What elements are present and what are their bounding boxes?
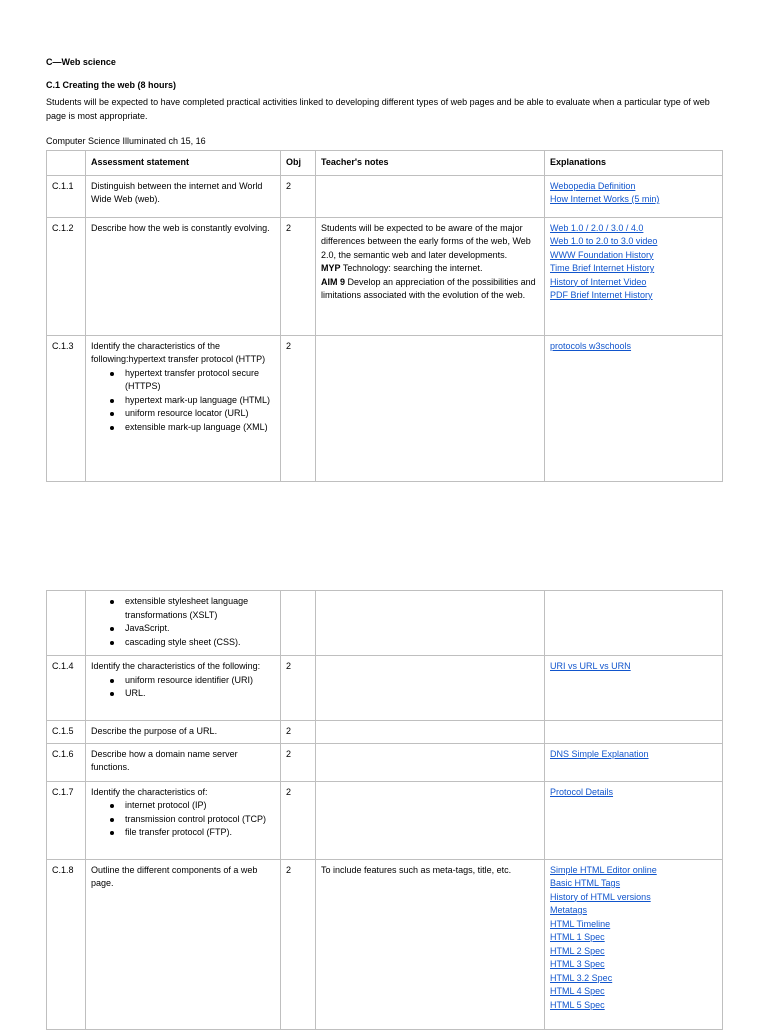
table-row	[47, 859, 723, 1029]
row-obj: 2	[281, 335, 316, 481]
row-obj: 2	[281, 175, 316, 217]
row-obj	[281, 591, 316, 656]
list-item: cascading style sheet (CSS).	[125, 636, 275, 650]
row-statement	[86, 781, 281, 859]
header-assessment-statement: Assessment statement	[86, 151, 281, 176]
notes-myp-lead: MYP	[321, 263, 341, 273]
link-basic-html-tags[interactable]: Basic HTML Tags	[550, 878, 621, 888]
statement-text: Identify the characteristics of:	[91, 786, 208, 797]
link-uri-vs-url-vs-urn[interactable]: URI vs URL vs URN	[550, 661, 631, 671]
table-header-row	[47, 151, 723, 176]
row-notes	[316, 175, 545, 217]
row-statement: Describe how the web is constantly evolving.	[86, 217, 281, 335]
row-obj: 2	[281, 781, 316, 859]
row-code: C.1.3	[47, 335, 86, 481]
link-history-internet-video[interactable]: History of Internet Video	[550, 276, 647, 287]
row-obj: 2	[281, 743, 316, 781]
link-pdf-brief-internet-history[interactable]: PDF Brief Internet History	[550, 290, 653, 300]
link-www-foundation-history[interactable]: WWW Foundation History	[550, 249, 654, 260]
table-row	[47, 721, 723, 744]
table-row	[47, 335, 723, 481]
list-item: transmission control protocol (TCP)	[125, 813, 275, 827]
row-explanations	[545, 721, 723, 744]
table-row	[47, 743, 723, 781]
row-explanations	[545, 859, 723, 1029]
table-row	[47, 175, 723, 217]
row-statement: Describe the purpose of a URL.	[86, 721, 281, 744]
row-statement	[86, 591, 281, 656]
link-protocol-details[interactable]: Protocol Details	[550, 786, 614, 797]
table-row	[47, 217, 723, 335]
book-reference: Computer Science Illuminated ch 15, 16	[46, 136, 206, 146]
row-explanations	[545, 656, 723, 721]
table-row	[47, 781, 723, 859]
row-obj: 2	[281, 721, 316, 744]
row-statement: Distinguish between the internet and World Wide Web (web).	[86, 175, 281, 217]
link-html-5-spec[interactable]: HTML 5 Spec	[550, 999, 605, 1010]
row-notes	[316, 217, 545, 335]
notes-aim	[321, 276, 539, 303]
assessment-table-part-1	[46, 150, 723, 482]
row-statement: Describe how a domain name server functions.	[86, 743, 281, 781]
subsection-title: C.1 Creating the web (8 hours)	[46, 80, 177, 90]
notes-paragraph: Students will be expected to be aware of the major differences between the early forms of the web, Web 2.0, the semantic web and later developments.	[321, 222, 531, 260]
row-code: C.1.7	[47, 781, 86, 859]
statement-text: Identify the characteristics of the following:hypertext transfer protocol (HTTP)	[91, 340, 266, 364]
link-html-2-spec[interactable]: HTML 2 Spec	[550, 945, 605, 956]
link-web-versions[interactable]: Web 1.0 / 2.0 / 3.0 / 4.0	[550, 222, 644, 233]
row-explanations	[545, 743, 723, 781]
link-html-1-spec[interactable]: HTML 1 Spec	[550, 932, 605, 942]
section-title: C—Web science	[46, 57, 116, 67]
header-code	[47, 151, 86, 176]
link-webopedia-definition[interactable]: Webopedia Definition	[550, 180, 636, 191]
statement-bullets	[91, 674, 275, 701]
list-item: hypertext transfer protocol secure (HTTPS)	[125, 367, 275, 394]
row-explanations	[545, 175, 723, 217]
row-explanations	[545, 591, 723, 656]
list-item: URL.	[125, 687, 275, 701]
link-html-3-spec[interactable]: HTML 3 Spec	[550, 959, 605, 969]
link-html-timeline[interactable]: HTML Timeline	[550, 918, 611, 929]
table-row	[47, 591, 723, 656]
link-html-4-spec[interactable]: HTML 4 Spec	[550, 986, 605, 996]
row-explanations	[545, 781, 723, 859]
row-notes	[316, 656, 545, 721]
link-simple-html-editor[interactable]: Simple HTML Editor online	[550, 864, 657, 875]
link-html-3-2-spec[interactable]: HTML 3.2 Spec	[550, 972, 613, 983]
row-statement	[86, 335, 281, 481]
list-item: internet protocol (IP)	[125, 799, 275, 813]
row-code: C.1.2	[47, 217, 86, 335]
link-time-brief-internet-history[interactable]: Time Brief Internet History	[550, 263, 655, 273]
intro-paragraph: Students will be expected to have completed practical activities linked to developing different types of web pages and be able to evaluate when a particular type of web page is most appropriate.	[46, 97, 710, 121]
row-notes	[316, 721, 545, 744]
table-row	[47, 656, 723, 721]
row-notes	[316, 335, 545, 481]
notes-aim-lead: AIM 9	[321, 276, 346, 287]
row-code: C.1.5	[47, 721, 86, 744]
list-item: hypertext mark-up language (HTML)	[125, 394, 275, 408]
statement-text: Identify the characteristics of the following:	[91, 661, 261, 671]
row-code: C.1.4	[47, 656, 86, 721]
row-statement	[86, 656, 281, 721]
row-notes	[316, 591, 545, 656]
list-item: JavaScript.	[125, 622, 275, 636]
link-dns-simple-explanation[interactable]: DNS Simple Explanation	[550, 748, 649, 759]
link-history-html-versions[interactable]: History of HTML versions	[550, 891, 651, 902]
row-obj: 2	[281, 217, 316, 335]
statement-bullets	[91, 799, 275, 840]
row-obj: 2	[281, 859, 316, 1029]
list-item: file transfer protocol (FTP).	[125, 826, 275, 840]
notes-myp	[321, 262, 539, 276]
row-code: C.1.8	[47, 859, 86, 1029]
list-item: extensible mark-up language (XML)	[125, 421, 275, 435]
row-notes	[316, 781, 545, 859]
notes-myp-text: Technology: searching the internet.	[340, 263, 483, 273]
link-how-internet-works[interactable]: How Internet Works (5 min)	[550, 194, 660, 204]
notes-aim-text: Develop an appreciation of the possibilities and limitations associated with the evolution of the web.	[321, 276, 536, 300]
row-code	[47, 591, 86, 656]
list-item: uniform resource identifier (URI)	[125, 674, 275, 688]
statement-bullets	[91, 595, 275, 649]
list-item: uniform resource locator (URL)	[125, 407, 275, 421]
assessment-table-part-2	[46, 590, 723, 1030]
row-code: C.1.6	[47, 743, 86, 781]
header-teachers-notes: Teacher's notes	[316, 151, 545, 176]
list-item: extensible stylesheet language transformations (XSLT)	[125, 595, 275, 622]
link-web-versions-video[interactable]: Web 1.0 to 2.0 to 3.0 video	[550, 236, 658, 246]
row-explanations	[545, 335, 723, 481]
row-obj: 2	[281, 656, 316, 721]
row-notes	[316, 743, 545, 781]
row-explanations	[545, 217, 723, 335]
link-protocols-w3schools[interactable]: protocols w3schools	[550, 340, 632, 351]
header-obj: Obj	[281, 151, 316, 176]
header-explanations: Explanations	[545, 151, 723, 176]
link-metatags[interactable]: Metatags	[550, 905, 588, 915]
row-code: C.1.1	[47, 175, 86, 217]
row-notes: To include features such as meta-tags, title, etc.	[316, 859, 545, 1029]
row-statement: Outline the different components of a web page.	[86, 859, 281, 1029]
statement-bullets	[91, 367, 275, 435]
